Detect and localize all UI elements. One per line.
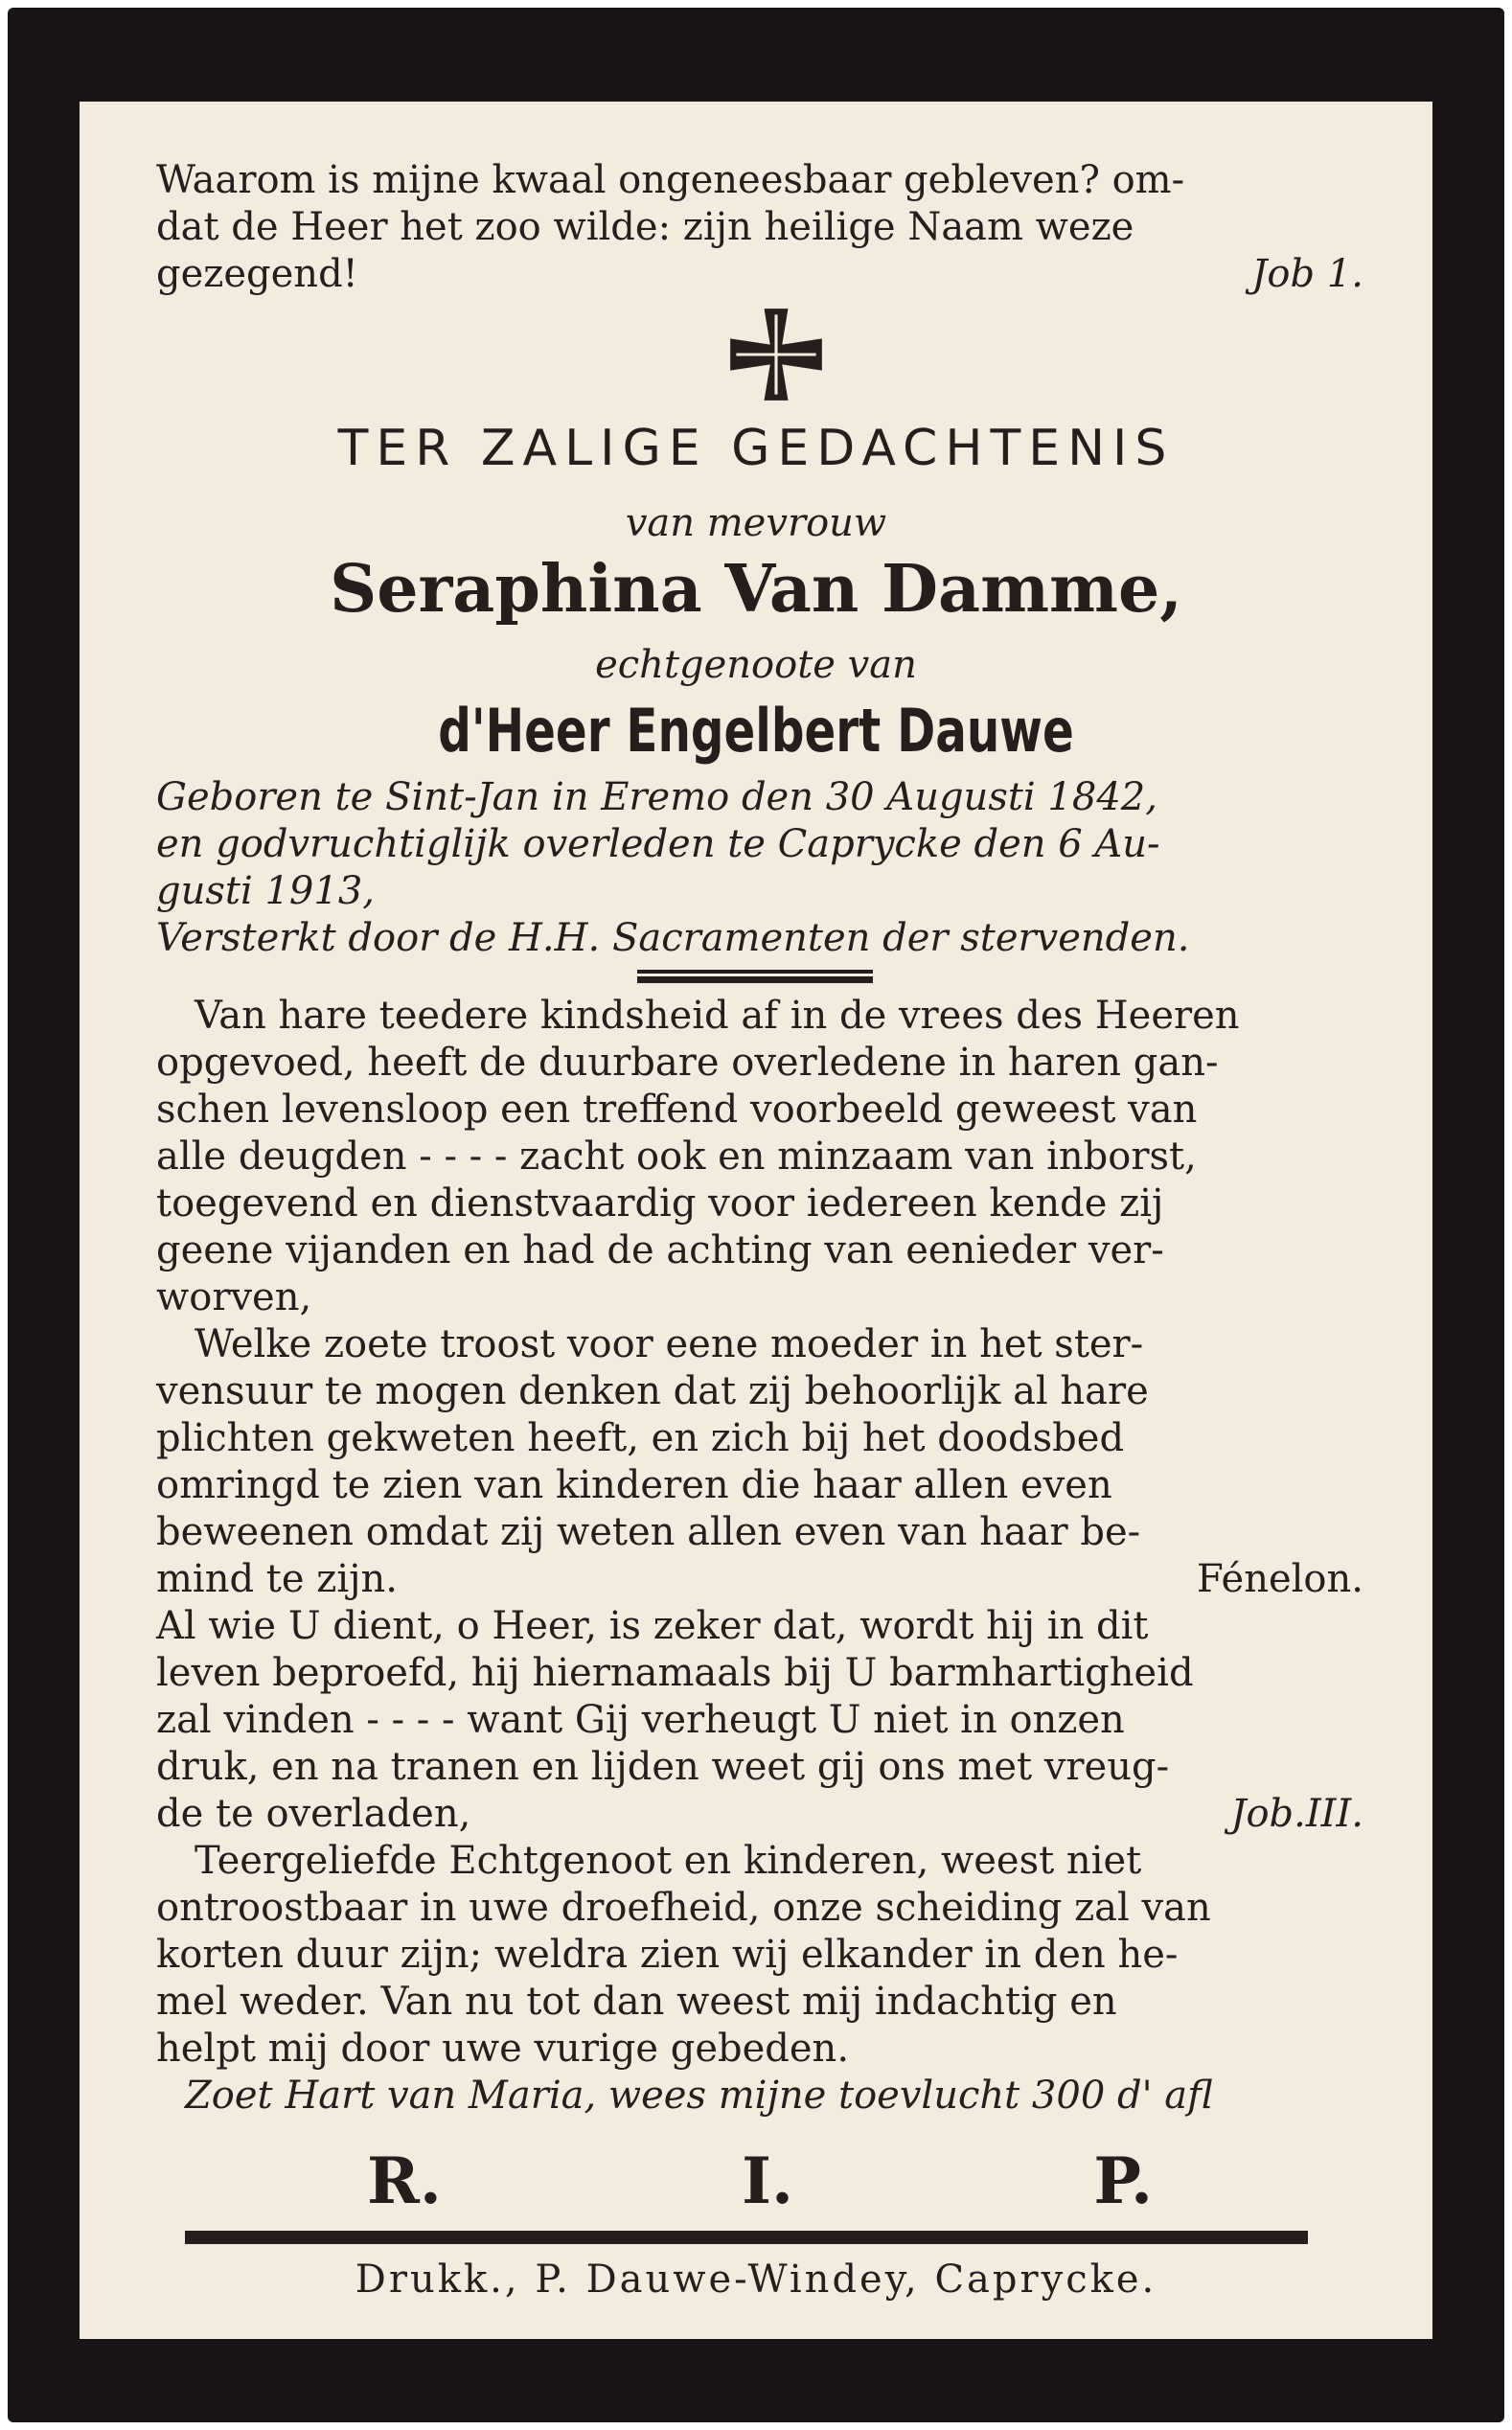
p1-line: toegevend en dienstvaardig voor iedereen kende zij bbox=[156, 1181, 1164, 1226]
p2-line: beweenen omdat zij weten allen even van haar be- bbox=[156, 1510, 1141, 1554]
cross-pattee-icon bbox=[726, 305, 826, 404]
bio-line-2 bbox=[156, 821, 1363, 868]
card-inner-panel bbox=[80, 102, 1432, 2339]
p1-line: worven, bbox=[156, 1275, 312, 1319]
p4-line: helpt mij door uwe vurige gebeden. bbox=[156, 2027, 850, 2071]
bio-line-3 bbox=[156, 868, 1363, 915]
p2-source: Fénelon. bbox=[1196, 1557, 1363, 1601]
p3-line: Al wie U dient, o Heer, is zeker dat, wordt hij in dit bbox=[156, 1604, 1149, 1648]
p4-line: ontroostbaar in uwe droefheid, onze scheiding zal van bbox=[156, 1886, 1211, 1930]
mourning-card bbox=[8, 8, 1504, 2422]
bio-text-1: Geboren te Sint-Jan in Eremo den 30 Augusti 1842, bbox=[156, 775, 1157, 819]
p4-line: mel weder. Van nu tot dan weest mij indachtig en bbox=[156, 1980, 1117, 2024]
bottom-divider bbox=[185, 2231, 1308, 2244]
epigraph-source: Job 1. bbox=[1251, 252, 1363, 296]
bio-text-3: gusti 1913, bbox=[156, 869, 375, 913]
p3-line: leven beproefd, hij hiernamaals bij U barmhartigheid bbox=[156, 1651, 1194, 1695]
p2-line: plichten gekweten heeft, en zich bij het doodsbed bbox=[156, 1416, 1125, 1460]
bio-text-2: en godvruchtiglijk overleden te Caprycke den 6 Au- bbox=[156, 822, 1160, 866]
spouse-of-label: echtgenoote van bbox=[595, 643, 917, 687]
biography bbox=[156, 774, 1363, 962]
bio-line-1 bbox=[156, 774, 1363, 821]
p3-last-line bbox=[156, 1791, 1363, 1838]
paragraph-4 bbox=[156, 1838, 1363, 2073]
p2-last-text: mind te zijn. bbox=[156, 1557, 399, 1601]
van-mevrouw: van mevrouw bbox=[625, 501, 887, 545]
p4-line: Teergeliefde Echtgenoot en kinderen, weest niet bbox=[195, 1839, 1142, 1883]
epigraph-line-2 bbox=[156, 204, 1363, 251]
rip bbox=[367, 2143, 1153, 2219]
p3-source: Job.III. bbox=[1230, 1792, 1363, 1836]
epigraph-text-3: gezegend! bbox=[156, 252, 358, 296]
p2-line: omringd te zien van kinderen die haar allen even bbox=[156, 1463, 1112, 1507]
p1-line: alle deugden - - - - zacht ook en minzaam van inborst, bbox=[156, 1135, 1197, 1179]
epigraph bbox=[156, 157, 1363, 298]
p3-last-text: de te overladen, bbox=[156, 1792, 471, 1836]
epigraph-text-2: dat de Heer het zoo wilde: zijn heilige Naam weze bbox=[156, 205, 1134, 249]
paragraph-1 bbox=[156, 993, 1363, 1321]
p1-line: Van hare teedere kindsheid af in de vrees des Heeren bbox=[195, 994, 1240, 1038]
bio-line-4 bbox=[156, 915, 1363, 962]
rip-i: I. bbox=[742, 2143, 793, 2218]
epigraph-text-1: Waarom is mijne kwaal ongeneesbaar gebleven? om- bbox=[156, 158, 1185, 202]
header-title: TER ZALIGE GEDACHTENIS bbox=[337, 420, 1175, 477]
epigraph-line-1 bbox=[156, 157, 1363, 204]
rip-p: P. bbox=[1093, 2143, 1153, 2218]
p2-line: Welke zoete troost voor eene moeder in het ster- bbox=[195, 1322, 1144, 1366]
rip-r: R. bbox=[367, 2143, 442, 2218]
prayer-line: Zoet Hart van Maria, wees mijne toevlucht 300 d' afl bbox=[185, 2074, 1213, 2118]
p1-line: schen levensloop een treffend voorbeeld geweest van bbox=[156, 1088, 1198, 1132]
p2-line: vensuur te mogen denken dat zij behoorlijk al hare bbox=[156, 1369, 1149, 1413]
p4-line: korten duur zijn; weldra zien wij elkander in den he- bbox=[156, 1933, 1179, 1977]
ornament-divider bbox=[637, 970, 873, 983]
p3-line: druk, en na tranen en lijden weet gij ons met vreug- bbox=[156, 1745, 1170, 1789]
p2-last-line bbox=[156, 1556, 1363, 1603]
p3-line: zal vinden - - - - want Gij verheugt U niet in onzen bbox=[156, 1698, 1125, 1742]
epigraph-line-3 bbox=[156, 251, 1363, 298]
paragraph-3 bbox=[156, 1603, 1363, 1838]
body-text bbox=[156, 993, 1363, 2120]
p1-line: opgevoed, heeft de duurbare overledene in haren gan- bbox=[156, 1041, 1219, 1085]
bio-text-4: Versterkt door de H.H. Sacramenten der stervenden. bbox=[156, 916, 1190, 960]
p1-line: geene vijanden en had de achting van eenieder ver- bbox=[156, 1228, 1164, 1272]
deceased-name: Seraphina Van Damme, bbox=[330, 551, 1182, 628]
husband-name: d'Heer Engelbert Dauwe bbox=[438, 696, 1074, 766]
paragraph-2 bbox=[156, 1321, 1363, 1603]
printer-credit: Drukk., P. Dauwe-Windey, Caprycke. bbox=[355, 2258, 1157, 2302]
